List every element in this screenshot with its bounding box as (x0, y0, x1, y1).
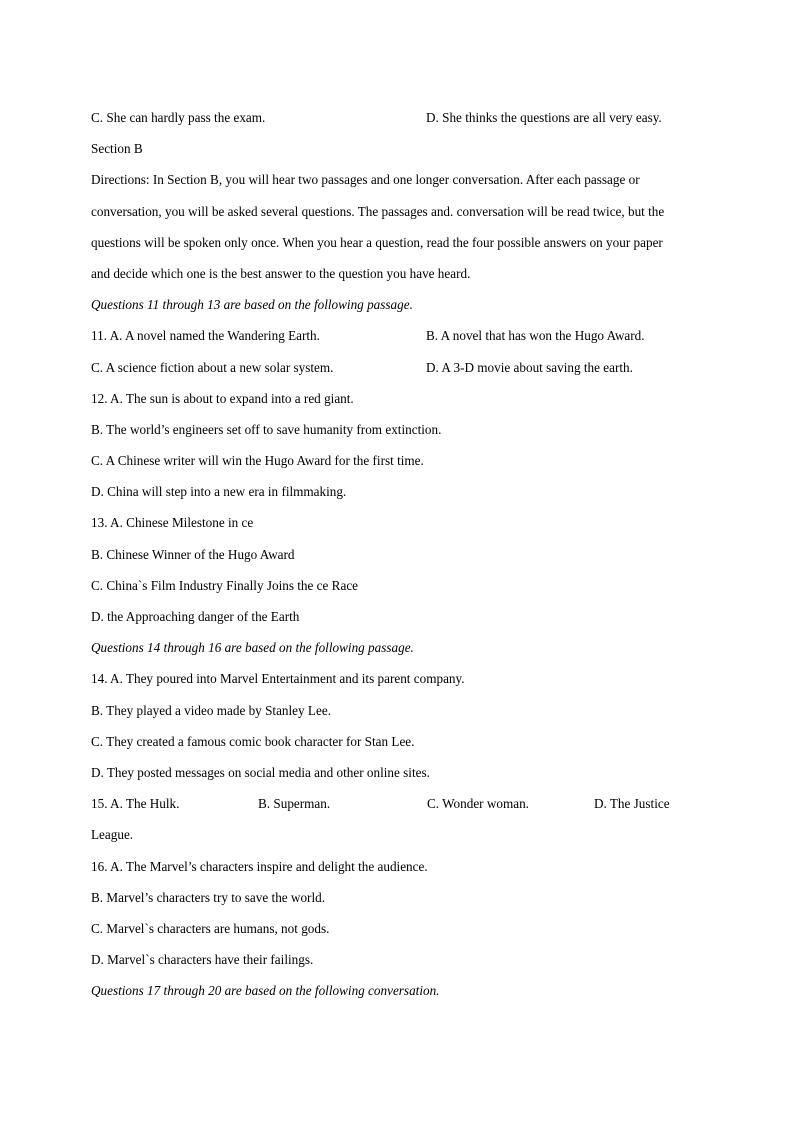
q11-option-b: B. A novel that has won the Hugo Award. (426, 328, 645, 344)
q16-option-c: C. Marvel`s characters are humans, not gods. (91, 920, 330, 936)
document-page (91, 107, 711, 1011)
q14-option-b: B. They played a video made by Stanley Lee. (91, 702, 331, 718)
q16-option-a: 16. A. The Marvel’s characters inspire and delight the audience. (91, 858, 428, 874)
q14-option-d: D. They posted messages on social media and other online sites. (91, 764, 430, 780)
q15-option-d: D. The Justice (594, 796, 670, 812)
q11-option-a: 11. A. A novel named the Wandering Earth. (91, 328, 320, 344)
q14-option-c: C. They created a famous comic book character for Stan Lee. (91, 733, 415, 749)
q13-option-c: C. China`s Film Industry Finally Joins the ce Race (91, 577, 359, 593)
directions-line-1: Directions: In Section B, you will hear two passages and one longer conversation. After each passage or (91, 172, 640, 188)
previous-question-options (91, 107, 711, 138)
option-d: D. She thinks the questions are all very easy. (426, 110, 662, 125)
q12-option-c: C. A Chinese writer will win the Hugo Award for the first time. (91, 453, 424, 469)
directions-line-4: and decide which one is the best answer to the question you have heard. (91, 265, 471, 281)
group-heading-17-20: Questions 17 through 20 are based on the following conversation. (91, 983, 440, 999)
q15-option-d-continued: League. (91, 827, 134, 843)
q12-option-b: B. The world’s engineers set off to save humanity from extinction. (91, 421, 442, 437)
q16-option-b: B. Marvel’s characters try to save the world. (91, 889, 326, 905)
directions-line-3: questions will be spoken only once. When you hear a question, read the four possible answers on your paper (91, 234, 663, 250)
q13-option-d: D. the Approaching danger of the Earth (91, 609, 300, 624)
option-c: C. She can hardly pass the exam. (91, 110, 266, 125)
q15-option-c: C. Wonder woman. (427, 796, 529, 812)
group-heading-11-13: Questions 11 through 13 are based on the following passage. (91, 297, 413, 313)
q11-option-d: D. A 3-D movie about saving the earth. (426, 359, 633, 375)
directions-line-2: conversation, you will be asked several questions. The passages and. conversation will be read twice, but the (91, 203, 665, 219)
q14-option-a: 14. A. They poured into Marvel Entertainment and its parent company. (91, 671, 465, 687)
q12-option-a: 12. A. The sun is about to expand into a red giant. (91, 390, 354, 406)
question-11-row-2 (91, 357, 711, 388)
q12-option-d: D. China will step into a new era in filmmaking. (91, 484, 347, 500)
question-11-row-1 (91, 325, 711, 356)
q11-option-c: C. A science fiction about a new solar system. (91, 359, 334, 375)
section-title: Section B (91, 141, 143, 157)
q15-option-b: B. Superman. (258, 796, 331, 812)
q13-option-a: 13. A. Chinese Milestone in ce (91, 515, 254, 531)
q15-option-a: 15. A. The Hulk. (91, 796, 180, 812)
q13-option-b: B. Chinese Winner of the Hugo Award (91, 546, 295, 562)
group-heading-14-16: Questions 14 through 16 are based on the following passage. (91, 640, 414, 656)
q16-option-d: D. Marvel`s characters have their failings. (91, 952, 314, 968)
question-15-row (91, 793, 711, 824)
